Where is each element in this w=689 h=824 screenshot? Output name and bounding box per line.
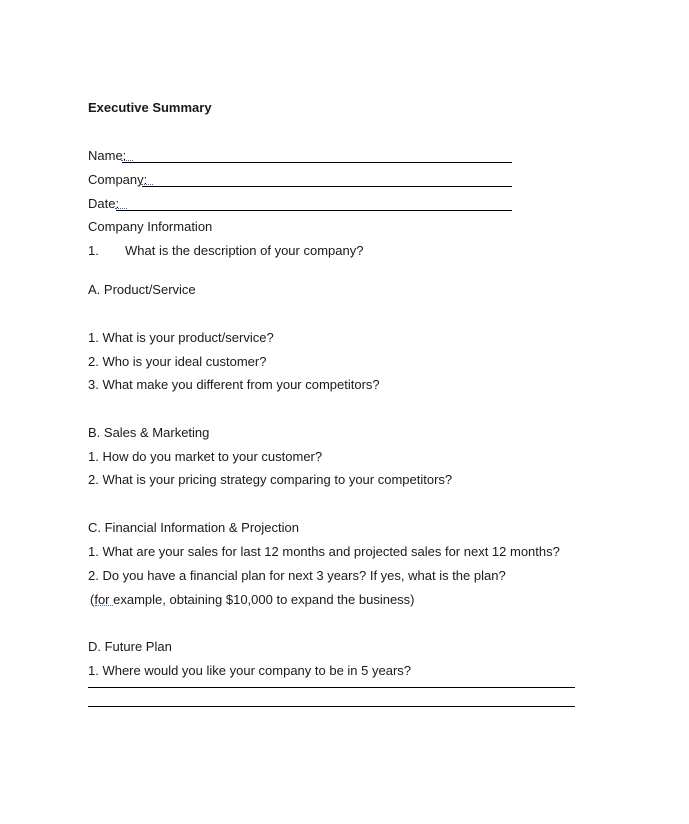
section-a-item: 3. What make you different from your competitors? xyxy=(88,377,380,392)
section-a-item: 2. Who is your ideal customer? xyxy=(88,354,267,369)
name-field-label xyxy=(88,148,126,164)
question-number: 1. xyxy=(88,243,99,258)
company-label-text: Company: xyxy=(88,172,148,187)
date-fill-line[interactable] xyxy=(116,210,512,211)
section-a-heading: A. Product/Service xyxy=(88,282,196,297)
section-c-heading: C. Financial Information & Projection xyxy=(88,520,299,535)
answer-line[interactable] xyxy=(88,706,575,707)
section-b-item: 1. How do you market to your customer? xyxy=(88,449,323,464)
spellcheck-squiggle xyxy=(115,205,127,209)
company-fill-line[interactable] xyxy=(142,186,512,187)
spellcheck-squiggle xyxy=(121,157,133,161)
section-d-item: 1. Where would you like your company to be in 5 years? xyxy=(88,663,412,678)
name-label-text: Name: xyxy=(88,148,127,163)
section-d-heading: D. Future Plan xyxy=(88,639,172,654)
example-for-word: for xyxy=(94,592,110,607)
date-label-text: Date: xyxy=(88,196,120,211)
company-field-label xyxy=(88,172,147,188)
spellcheck-squiggle xyxy=(95,602,113,606)
company-info-question xyxy=(88,243,363,259)
question-text: What is the description of your company? xyxy=(125,243,364,258)
example-rest-text: example, obtaining $10,000 to expand the business) xyxy=(109,592,415,607)
section-b-heading: B. Sales & Marketing xyxy=(88,425,210,440)
section-b-item: 2. What is your pricing strategy comparing to your competitors? xyxy=(88,472,453,487)
example-open-paren: ( xyxy=(90,592,95,607)
answer-line[interactable] xyxy=(88,687,575,688)
document-title: Executive Summary xyxy=(88,100,212,115)
spellcheck-squiggle xyxy=(141,181,153,185)
section-c-item: 1. What are your sales for last 12 months and projected sales for next 12 months? xyxy=(88,544,560,559)
date-field-label xyxy=(88,196,119,212)
company-info-heading: Company Information xyxy=(88,219,213,234)
name-fill-line[interactable] xyxy=(122,162,512,163)
section-c-example xyxy=(90,592,415,608)
section-a-item: 1. What is your product/service? xyxy=(88,330,274,345)
section-c-item: 2. Do you have a financial plan for next 3 years? If yes, what is the plan? xyxy=(88,568,506,583)
